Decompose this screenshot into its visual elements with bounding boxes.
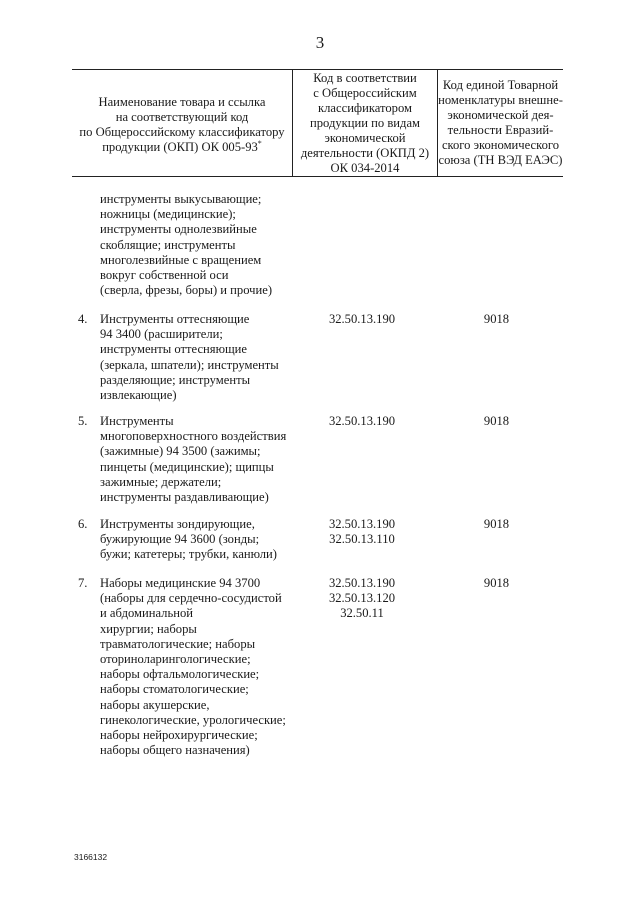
header-okpd2-code: Код в соответствии с Общероссийским классификатором продукции по видам экономической деятельности (ОКПД 2) ОК 034-2014 [292,70,438,176]
row-okpd2-code: 32.50.13.190 32.50.13.110 [328,517,396,547]
header-col1-footnote-mark: * [257,138,262,148]
row-tnved-code: 9018 [483,576,510,590]
row-tnved-code: 9018 [483,414,510,428]
table-header [72,69,563,177]
row-tnved-code: 9018 [483,312,510,326]
row-product-name: Наборы медицинские 94 3700 (наборы для сердечно-сосудистой и абдоминальной хирургии; наборы травматологические; наборы оториноларингологические; наборы офтальмологические; наборы стоматологические; наборы акушерские, гинекологические, урологические; наборы нейрохирургические; наборы общего назначения) [100,576,286,758]
row-okpd2-code: 32.50.13.190 32.50.13.120 32.50.11 [328,576,396,621]
row-number: 4. [78,312,88,326]
continued-row-text: инструменты выкусывающие; ножницы (медицинские); инструменты однолезвийные скоблящие; инструменты многолезвийные с вращением вокруг собственной оси (сверла, фрезы, боры) и прочие) [100,192,273,298]
row-product-name: Инструменты оттесняющие 94 3400 (расширители; инструменты оттесняющие (зеркала, шпатели); инструменты разделяющие; инструменты извлекающие) [100,312,279,403]
header-col1-text: Наименование товара и ссылка на соответствующий код по Общероссийскому классификатору продукции (ОКП) ОК 005-93 [79,95,285,154]
row-okpd2-code: 32.50.13.190 [328,312,396,326]
header-product-name-okp [72,70,292,176]
row-product-name: Инструменты многоповерхностного воздействия (зажимные) 94 3500 (зажимы; пинцеты (медицинские); щипцы зажимные; держатели; инструменты раздавливающие) [100,414,287,505]
row-okpd2-code: 32.50.13.190 [328,414,396,428]
row-number: 6. [78,517,88,531]
header-tnved-code: Код единой Товарной номенклатуры внешне- экономической дея- тельности Евразий- ского экономического союза (ТН ВЭД ЕАЭС) [438,78,563,167]
row-number: 7. [78,576,88,590]
document-id: 3166132 [74,852,108,862]
row-product-name: Инструменты зондирующие, бужирующие 94 3600 (зонды; бужи; катетеры; трубки, канюли) [100,517,277,562]
row-number: 5. [78,414,88,428]
page-number: 3 [315,33,325,52]
row-tnved-code: 9018 [483,517,510,531]
